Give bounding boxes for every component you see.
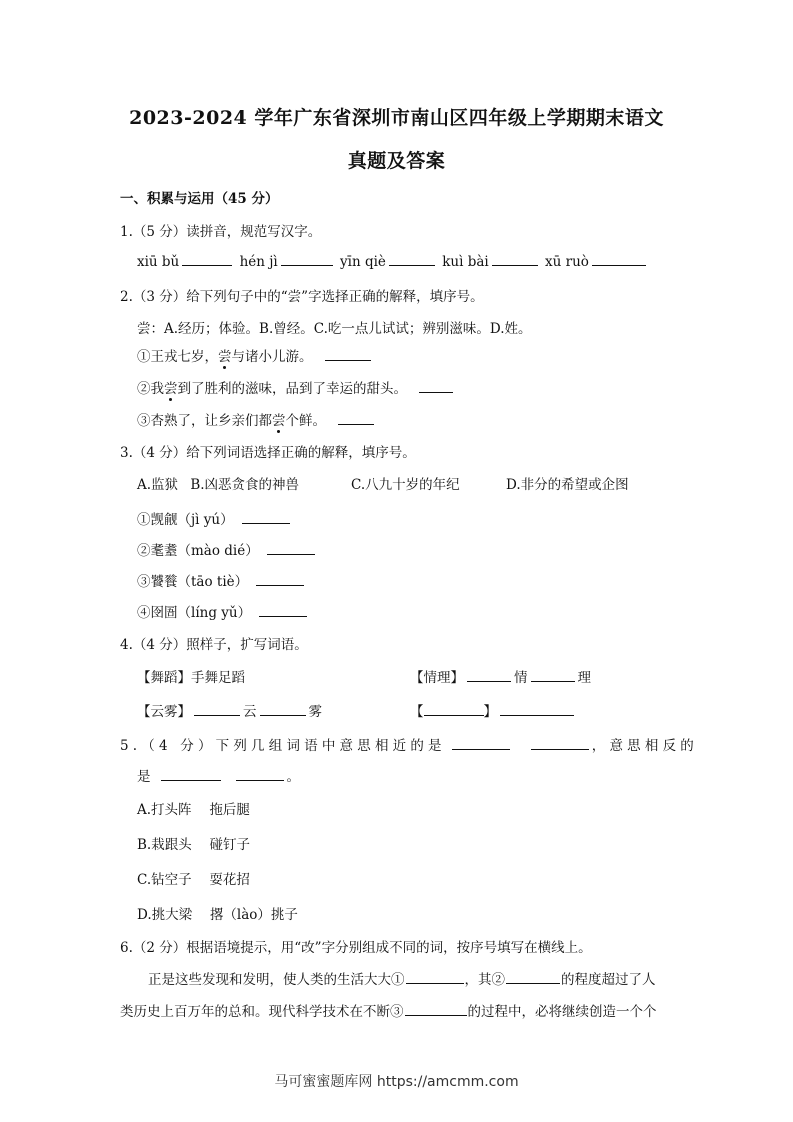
question-3-word-2	[137, 539, 318, 559]
answer-blank[interactable]	[492, 252, 538, 266]
bracket-open: 【	[410, 704, 424, 720]
dotted-char: 尝	[164, 377, 178, 397]
option-b: B.凶恶贪食的神兽	[190, 477, 300, 493]
word-text: ③饕餮（tāo tiè）	[137, 574, 249, 590]
pinyin-3: yīn qiè	[340, 254, 386, 270]
word-label: 【情理】	[410, 670, 464, 686]
word-label: 【云雾】	[137, 704, 191, 720]
stem-text: 。	[286, 769, 300, 785]
sentence-text: ②我	[137, 381, 164, 397]
answer-blank[interactable]	[424, 702, 484, 716]
word-text: ①觊觎（jì yú）	[137, 512, 234, 528]
word-text: ④囹圄（líng yǔ）	[137, 605, 252, 621]
bracket-close: 】	[483, 704, 497, 720]
answer-blank[interactable]	[506, 970, 560, 984]
question-6-paragraph-line-1	[148, 968, 656, 988]
answer-blank[interactable]	[236, 767, 284, 781]
question-5-option-b: B.栽跟头 碰钉子	[137, 837, 251, 853]
sentence-text: ③杏熟了，让乡亲们都	[137, 413, 272, 429]
answer-blank[interactable]	[259, 603, 307, 617]
answer-blank[interactable]	[389, 252, 435, 266]
question-4-example: 【舞蹈】手舞足蹈	[137, 670, 245, 686]
dotted-char: 尝	[218, 345, 232, 365]
answer-blank[interactable]	[467, 668, 511, 682]
question-1-items	[137, 252, 649, 270]
option-d: D.非分的希望或企图	[506, 477, 629, 493]
question-3-word-3	[137, 570, 307, 590]
question-5-option-c: C.钻空子 耍花招	[137, 872, 250, 888]
paragraph-text: 类历史上百万年的总和。现代科学技术在不断③	[120, 1004, 404, 1020]
answer-blank[interactable]	[338, 411, 374, 425]
pinyin-2: hén jì	[239, 254, 278, 270]
word-char: 情	[514, 670, 528, 686]
question-5-option-a: A.打头阵 拖后腿	[137, 802, 250, 818]
question-3-stem: 3.（4 分）给下列词语选择正确的解释，填序号。	[120, 445, 416, 461]
word-char: 云	[243, 704, 257, 720]
question-5-stem-line-2	[137, 765, 300, 785]
answer-blank[interactable]	[500, 702, 574, 716]
answer-blank[interactable]	[592, 252, 646, 266]
question-6-paragraph-line-2	[120, 1000, 657, 1020]
option-a: A.监狱	[137, 477, 179, 493]
answer-blank[interactable]	[267, 541, 315, 555]
answer-blank[interactable]	[161, 767, 221, 781]
answer-blank[interactable]	[405, 1002, 467, 1016]
dotted-char: 尝	[272, 409, 286, 429]
question-2-sentence-1	[137, 345, 374, 365]
stem-text: 是	[137, 769, 151, 785]
paragraph-text: ，其②	[464, 972, 505, 988]
question-4-item-qingli	[410, 666, 591, 686]
title-line-2: 真题及答案	[347, 150, 446, 172]
title-line-1: 2023-2024 学年广东省深圳市南山区四年级上学期期末语文	[129, 107, 664, 129]
answer-blank[interactable]	[419, 379, 453, 393]
question-2-definitions: 尝：A.经历；体验。B.曾经。C.吃一点儿试试；辨别滋味。D.姓。	[137, 321, 532, 337]
answer-blank[interactable]	[260, 702, 306, 716]
answer-blank[interactable]	[194, 702, 240, 716]
pinyin-4: kuì bài	[442, 254, 489, 270]
answer-blank[interactable]	[531, 736, 589, 750]
question-2-sentence-3	[137, 409, 377, 429]
word-text: ②耄耋（mào dié）	[137, 543, 259, 559]
sentence-text: 个鲜。	[285, 413, 326, 429]
word-char: 雾	[308, 704, 322, 720]
sentence-text: 到了胜利的滋味，品到了幸运的甜头。	[177, 381, 407, 397]
paragraph-text: 的过程中，必将继续创造一个个	[467, 1004, 657, 1020]
answer-blank[interactable]	[281, 252, 333, 266]
stem-text: ，意思相反的	[591, 738, 698, 754]
footer-watermark: 马可蜜蜜题库网 https://amcmm.com	[274, 1074, 519, 1090]
answer-blank[interactable]	[256, 572, 304, 586]
answer-blank[interactable]	[406, 970, 464, 984]
pinyin-1: xiū bǔ	[137, 254, 180, 270]
question-3-word-4	[137, 601, 310, 621]
question-2-stem: 2.（3 分）给下列句子中的“尝”字选择正确的解释，填序号。	[120, 289, 484, 305]
answer-blank[interactable]	[242, 510, 290, 524]
word-char: 理	[577, 670, 591, 686]
pinyin-5: xū ruò	[545, 254, 589, 270]
answer-blank[interactable]	[325, 347, 371, 361]
question-3-word-1	[137, 508, 293, 528]
answer-blank[interactable]	[452, 736, 510, 750]
section-heading: 一、积累与运用（45 分）	[120, 191, 279, 207]
option-c: C.八九十岁的年纪	[351, 477, 460, 493]
question-3-options	[137, 473, 629, 493]
sentence-text: ①王戎七岁，	[137, 349, 218, 365]
question-4-item-yunwu	[137, 700, 322, 720]
question-4-item-custom	[410, 700, 577, 720]
answer-blank[interactable]	[182, 252, 232, 266]
answer-blank[interactable]	[531, 668, 575, 682]
question-6-stem: 6.（2 分）根据语境提示，用“改”字分别组成不同的词，按序号填写在横线上。	[120, 940, 592, 956]
question-5-option-d: D.挑大梁 撂（lào）挑子	[137, 907, 298, 923]
question-1-stem: 1.（5 分）读拼音，规范写汉字。	[120, 224, 322, 240]
question-2-sentence-2	[137, 377, 456, 397]
stem-text: 5.（4 分）下列几组词语中意思相近的是	[120, 738, 446, 754]
question-4-stem: 4.（4 分）照样子，扩写词语。	[120, 637, 308, 653]
paragraph-text: 正是这些发现和发明，使人类的生活大大①	[148, 972, 405, 988]
question-5-stem	[120, 734, 698, 754]
paragraph-text: 的程度超过了人	[561, 972, 656, 988]
sentence-text: 与诸小儿游。	[231, 349, 313, 365]
